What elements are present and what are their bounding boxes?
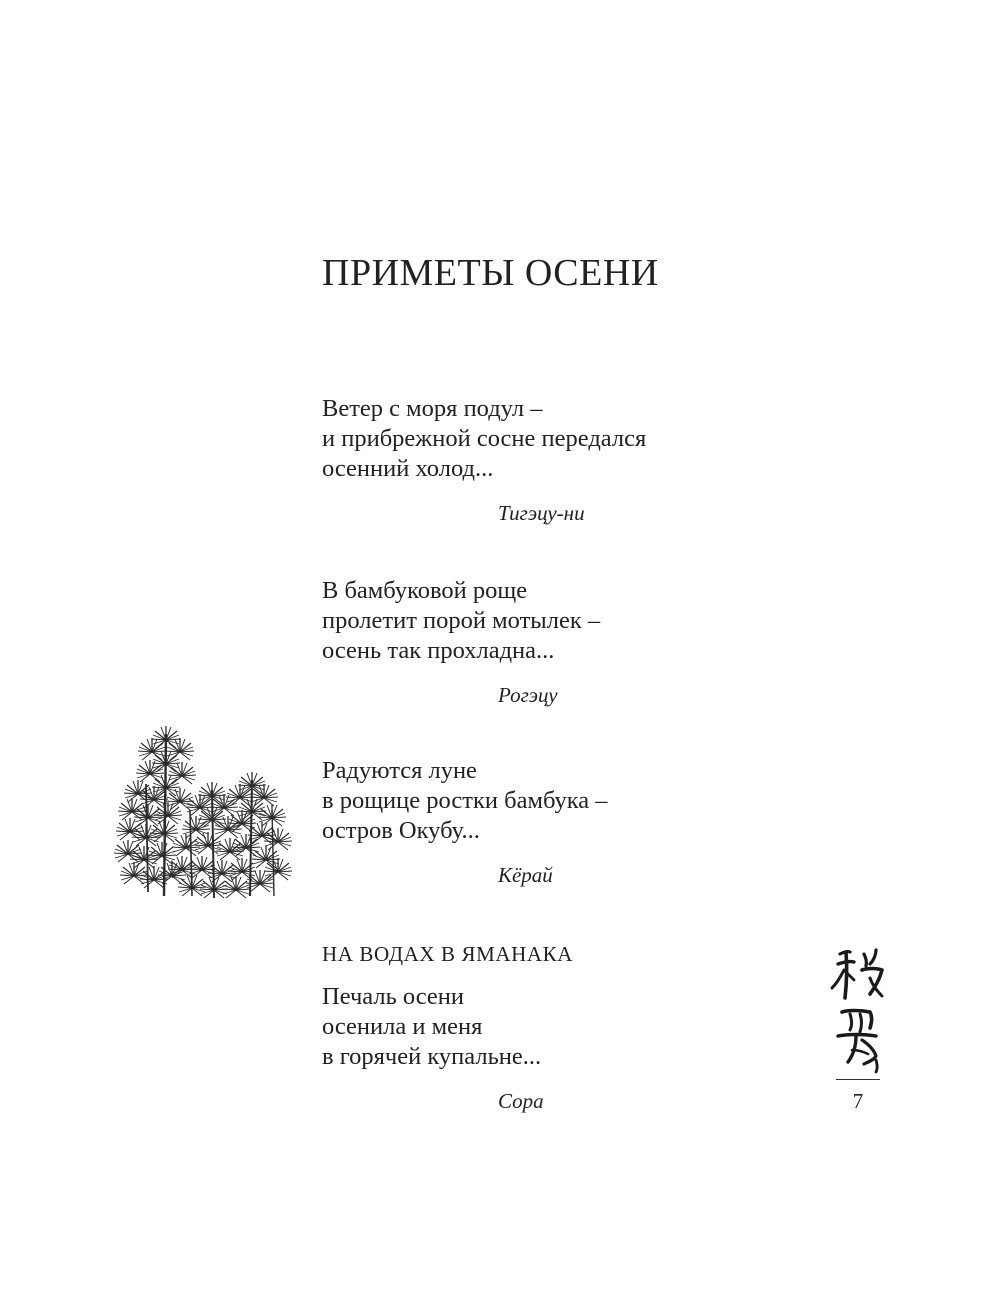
poem-line: осенний холод... bbox=[322, 455, 494, 482]
poem-line: В бамбуковой роще bbox=[322, 577, 528, 604]
page-title: ПРИМЕТЫ ОСЕНИ bbox=[322, 252, 659, 294]
poem-line: Радуются луне bbox=[322, 757, 477, 784]
poem-line: Ветер с моря подул – bbox=[322, 395, 543, 422]
poem-line: осенила и меня bbox=[322, 1013, 483, 1040]
poem-line: пролетит порой мотылек – bbox=[322, 607, 601, 634]
calligraphy-icon bbox=[824, 940, 896, 1076]
poem-line: и прибрежной сосне передался bbox=[322, 425, 647, 452]
poem-2 bbox=[322, 576, 742, 708]
poem-author: Тигэцу-ни bbox=[498, 501, 585, 525]
poem-1 bbox=[322, 394, 742, 526]
page-number: 7 bbox=[852, 1089, 864, 1113]
pine-trees-icon bbox=[112, 720, 292, 902]
poem-line: в рощице ростки бамбука – bbox=[322, 787, 608, 814]
poem-author: Рогэцу bbox=[498, 683, 558, 707]
poem-line: Печаль осени bbox=[322, 983, 465, 1010]
poem-3 bbox=[322, 756, 742, 888]
poem-line: остров Окубу... bbox=[322, 817, 480, 844]
folio-rule bbox=[836, 1079, 880, 1080]
poem-author: Кёрай bbox=[498, 863, 553, 887]
poem-line: в горячей купальне... bbox=[322, 1043, 542, 1070]
poem-4-heading: НА ВОДАХ В ЯМАНАКА bbox=[322, 942, 574, 966]
poem-4 bbox=[322, 982, 742, 1114]
poem-author: Сора bbox=[498, 1089, 544, 1113]
poem-line: осень так прохладна... bbox=[322, 637, 555, 664]
